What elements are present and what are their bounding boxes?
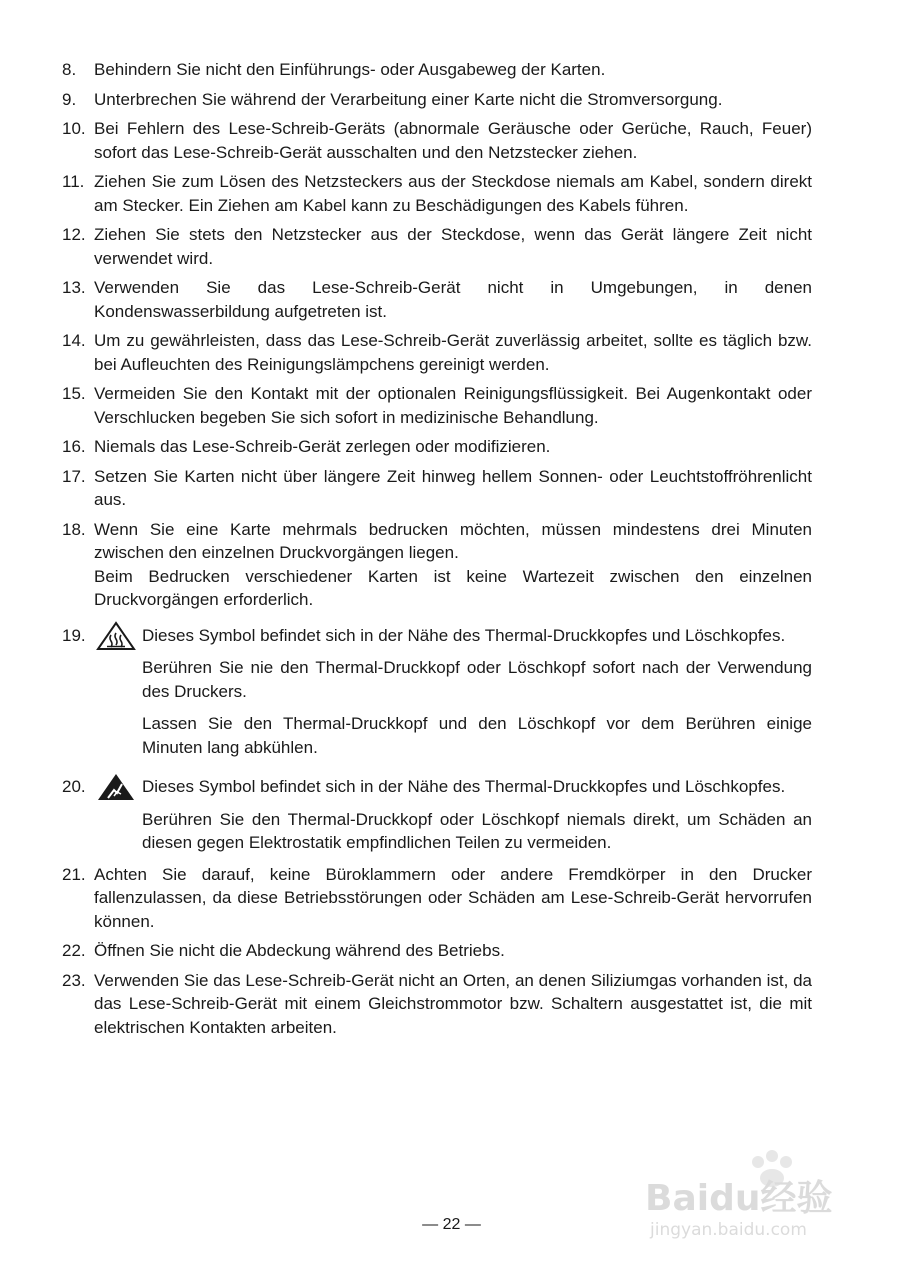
list-item-esd <box>62 775 812 855</box>
list-item <box>62 382 812 429</box>
item-text: Öffnen Sie nicht die Abdeckung während des Betriebs. <box>94 941 505 960</box>
item-text: Achten Sie darauf, keine Büroklammern oder andere Fremdkörper in den Drucker fallenzulassen, da diese Betriebsstörungen oder Schäden am Lese-Schreib-Gerät hervorrufen können. <box>94 864 812 931</box>
item-number: 13. <box>62 278 86 297</box>
item-number: 19. <box>62 625 86 645</box>
item-number: 12. <box>62 225 86 244</box>
list-item <box>62 88 812 112</box>
item-number: 11. <box>62 172 85 191</box>
list-item <box>62 435 812 459</box>
item-number: 8. <box>62 60 77 79</box>
item-subparagraph: Lassen Sie den Thermal-Druckkopf und den Löschkopf vor dem Berühren einige Minuten lang abkühlen. <box>142 714 812 757</box>
page-number: — 22 — <box>422 1216 481 1233</box>
list-item <box>62 518 812 612</box>
list-item <box>62 276 812 323</box>
hot-surface-warning-icon <box>96 621 136 651</box>
item-text: Um zu gewährleisten, dass das Lese-Schreib-Gerät zuverlässig arbeitet, sollte es täglich bzw. bei Aufleuchten des Reinigungslämpchens gereinigt werden. <box>94 331 812 374</box>
item-number: 21. <box>62 864 86 884</box>
list-item <box>62 939 812 963</box>
list-item <box>62 465 812 512</box>
item-number: 15. <box>62 384 86 403</box>
item-text: Dieses Symbol befindet sich in der Nähe des Thermal-Druckkopfes und Löschkopfes. <box>142 625 786 645</box>
watermark-brand: Baidu经验 <box>645 1178 833 1219</box>
item-number: 17. <box>62 466 86 486</box>
item-text: Setzen Sie Karten nicht über längere Zeit hinweg hellem Sonnen- oder Leuchtstoffröhrenlicht aus. <box>94 466 812 509</box>
list-item-hot-surface <box>62 624 812 760</box>
item-number: 20. <box>62 777 86 796</box>
item-text: Niemals das Lese-Schreib-Gerät zerlegen oder modifizieren. <box>94 437 551 456</box>
list-item <box>62 58 812 82</box>
item-text: Verwenden Sie das Lese-Schreib-Gerät nicht an Orten, an denen Siliziumgas vorhanden ist, da das Lese-Schreib-Gerät mit einem Gleichstrommotor bzw. Schaltern ausgestattet ist, die mit elektrischen Kontakten arbeiten. <box>94 970 812 1037</box>
item-number: 22. <box>62 941 86 960</box>
item-number: 10. <box>62 119 86 138</box>
list-item <box>62 863 812 934</box>
item-text-continued: Beim Bedrucken verschiedener Karten ist keine Wartezeit zwischen den einzelnen Druckvorgängen erforderlich. <box>94 566 812 609</box>
list-item <box>62 223 812 270</box>
safety-instructions-list <box>62 58 812 1045</box>
item-text: Verwenden Sie das Lese-Schreib-Gerät nicht in Umgebungen, in denen Kondenswasserbildung aufgetreten ist. <box>94 278 812 321</box>
item-text: Dieses Symbol befindet sich in der Nähe des Thermal-Druckkopfes und Löschkopfes. <box>142 777 786 796</box>
item-text: Behindern Sie nicht den Einführungs- oder Ausgabeweg der Karten. <box>94 60 606 79</box>
list-item <box>62 170 812 217</box>
watermark-url: jingyan.baidu.com <box>650 1220 807 1240</box>
item-subparagraph: Berühren Sie nie den Thermal-Druckkopf oder Löschkopf sofort nach der Verwendung des Druckers. <box>142 658 812 701</box>
esd-warning-icon <box>96 772 136 802</box>
item-subparagraph: Berühren Sie den Thermal-Druckkopf oder Löschkopf niemals direkt, um Schäden an diesen gegen Elektrostatik empfindlichen Teilen zu vermeiden. <box>142 809 812 852</box>
item-number: 23. <box>62 970 86 990</box>
item-text: Wenn Sie eine Karte mehrmals bedrucken möchten, müssen mindestens drei Minuten zwischen den einzelnen Druckvorgängen liegen. <box>94 519 812 562</box>
item-text: Ziehen Sie stets den Netzstecker aus der Steckdose, wenn das Gerät längere Zeit nicht verwendet wird. <box>94 225 812 268</box>
item-number: 16. <box>62 437 86 456</box>
list-item <box>62 969 812 1040</box>
list-item <box>62 329 812 376</box>
item-text: Unterbrechen Sie während der Verarbeitung einer Karte nicht die Stromversorgung. <box>94 89 723 109</box>
item-number: 9. <box>62 89 77 109</box>
item-text: Bei Fehlern des Lese-Schreib-Geräts (abnormale Geräusche oder Gerüche, Rauch, Feuer) sofort das Lese-Schreib-Gerät ausschalten und den Netzstecker ziehen. <box>94 119 812 162</box>
item-number: 14. <box>62 331 86 350</box>
list-item <box>62 117 812 164</box>
item-text: Vermeiden Sie den Kontakt mit der optionalen Reinigungsflüssigkeit. Bei Augenkontakt oder Verschlucken begeben Sie sich sofort in medizinische Behandlung. <box>94 384 812 427</box>
item-number: 18. <box>62 519 86 539</box>
item-text: Ziehen Sie zum Lösen des Netzsteckers aus der Steckdose niemals am Kabel, sondern direkt am Stecker. Ein Ziehen am Kabel kann zu Beschädigungen des Kabels führen. <box>94 172 812 215</box>
